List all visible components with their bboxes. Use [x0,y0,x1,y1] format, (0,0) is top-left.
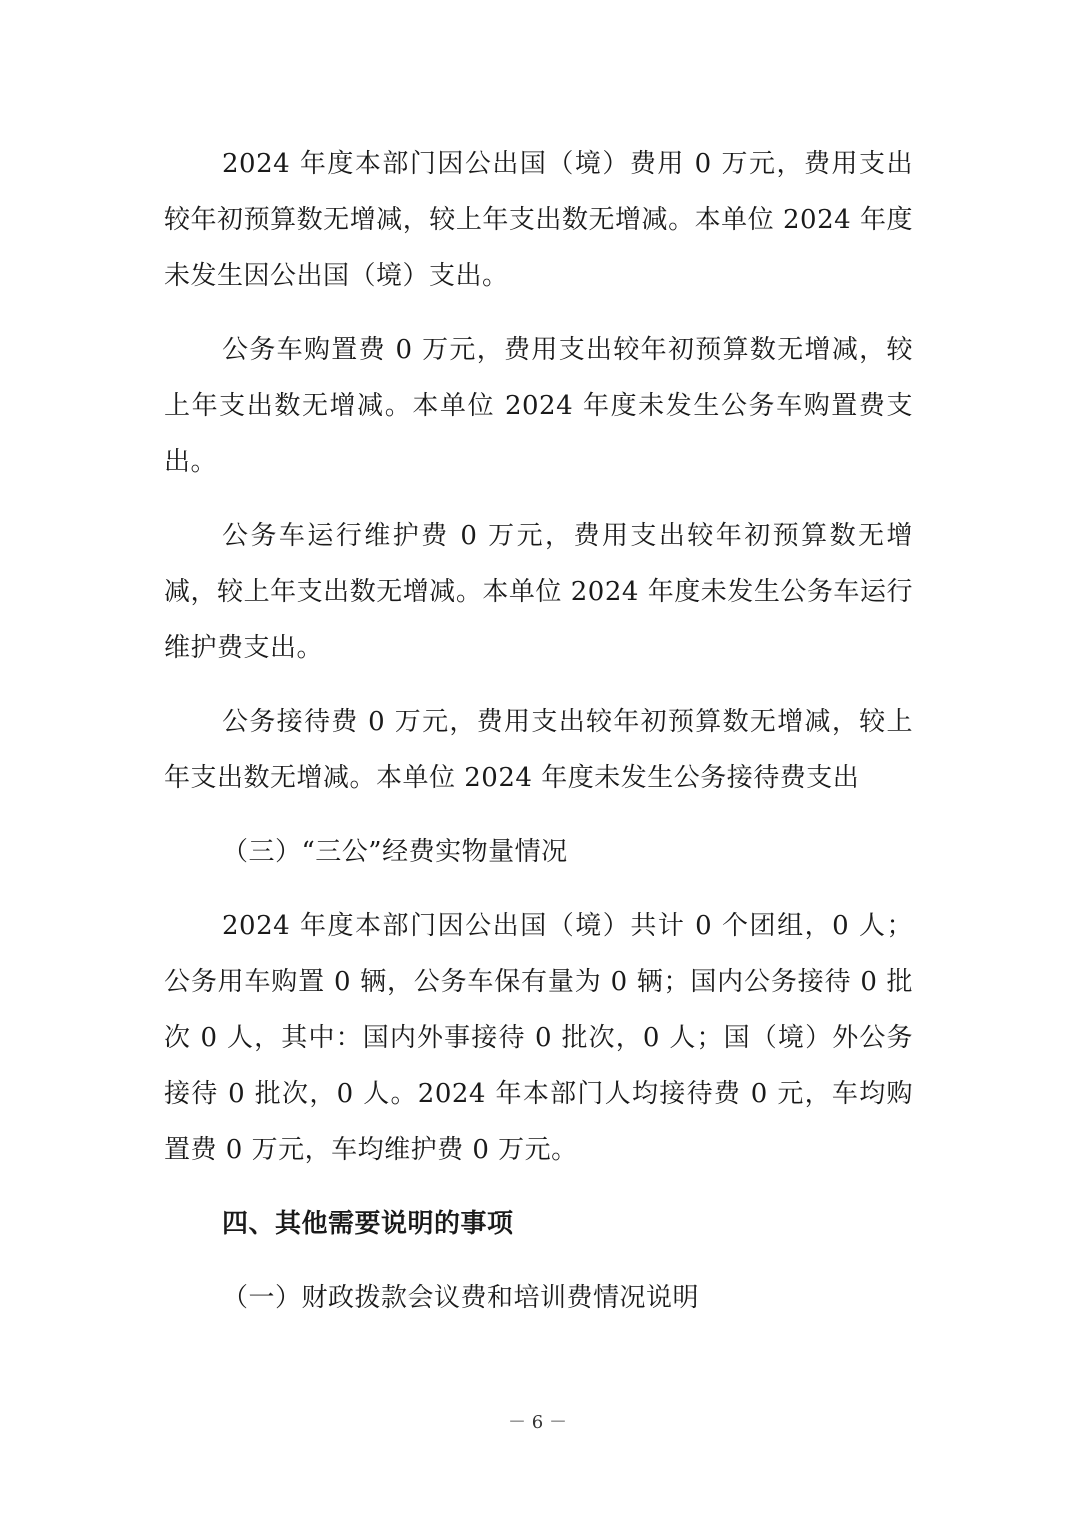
subheading-meeting-training: （一）财政拨款会议费和培训费情况说明 [222,1283,700,1313]
paragraph-vehicle-maintenance: 公务车运行维护费 0 万元，费用支出较年初预算数无增减，较上年支出数无增减。本单位 2024 年度未发生公务车运行维护费支出。 [164,521,913,663]
paragraph-physical-quantity: 2024 年度本部门因公出国（境）共计 0 个团组，0 人；公务用车购置 0 辆，公务车保有量为 0 辆；国内公务接待 0 批次 0 人，其中：国内外事接待 0 批次，0 人；国（境）外公务接待 0 批次，0 人。2024 年本部门人均接待费 0 元，车均购置费 0 万元，车均维护费 0 万元。 [164,911,913,1165]
paragraph-reception: 公务接待费 0 万元，费用支出较年初预算数无增减，较上年支出数无增减。本单位 2024 年度未发生公务接待费支出 [164,707,913,793]
page-number: － 6 － [508,1412,567,1433]
subheading-physical-quantity: （三）“三公”经费实物量情况 [222,837,568,867]
document-body [164,136,913,1344]
section-heading-other-matters: 四、其他需要说明的事项 [222,1209,514,1239]
paragraph-vehicle-purchase: 公务车购置费 0 万元，费用支出较年初预算数无增减，较上年支出数无增减。本单位 2024 年度未发生公务车购置费支出。 [164,335,913,477]
paragraph-overseas-travel: 2024 年度本部门因公出国（境）费用 0 万元，费用支出较年初预算数无增减，较上年支出数无增减。本单位 2024 年度未发生因公出国（境）支出。 [164,149,913,291]
